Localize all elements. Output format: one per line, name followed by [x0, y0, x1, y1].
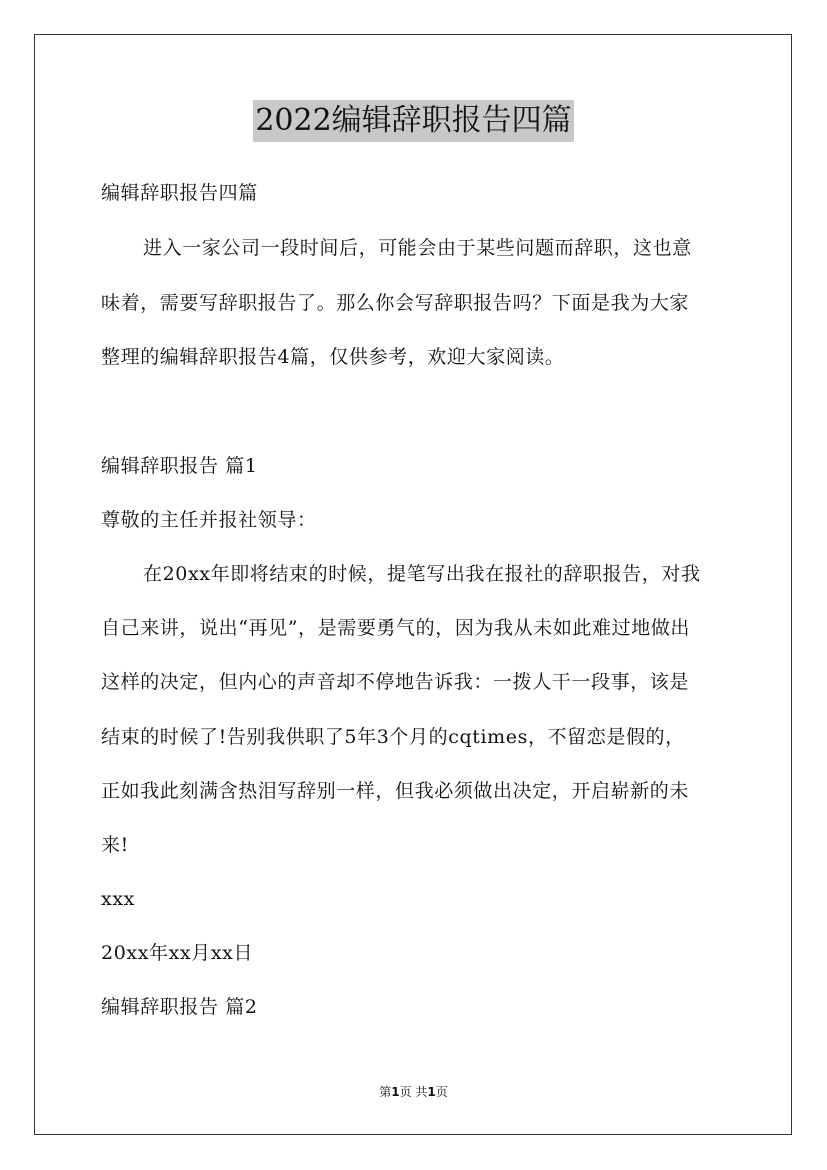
body-line-6: 来!	[101, 834, 129, 856]
salutation: 尊敬的主任并报社领导：	[101, 509, 317, 531]
footer-total-pages: 1	[427, 1085, 436, 1099]
signature-date: 20xx年xx月xx日	[101, 942, 254, 964]
body-line-3: 这样的决定，但内心的声音却不停地告诉我：一拨人干一段事，该是	[101, 671, 690, 693]
footer-current-page: 1	[391, 1085, 400, 1099]
document-title: 2022编辑辞职报告四篇	[253, 100, 573, 142]
title-container	[0, 100, 827, 142]
body-line-2: 自己来讲，说出“再见”，是需要勇气的，因为我从未如此难过地做出	[101, 617, 691, 639]
intro-line-1: 进入一家公司一段时间后，可能会由于某些问题而辞职，这也意	[143, 237, 692, 259]
subtitle-line: 编辑辞职报告四篇	[101, 182, 258, 204]
body-line-5: 正如我此刻满含热泪写辞别一样，但我必须做出决定，开启崭新的未	[101, 780, 690, 802]
intro-line-2: 味着，需要写辞职报告了。那么你会写辞职报告吗？下面是我为大家	[101, 292, 690, 314]
footer-prefix: 第	[379, 1085, 392, 1099]
footer-middle: 页 共	[399, 1085, 428, 1099]
body-line-1: 在20xx年即将结束的时候，提笔写出我在报社的辞职报告，对我	[143, 563, 701, 585]
section-heading-2: 编辑辞职报告 篇2	[101, 996, 258, 1018]
signature-name: xxx	[101, 888, 135, 910]
section-heading-1: 编辑辞职报告 篇1	[101, 455, 258, 477]
footer-suffix: 页	[435, 1085, 448, 1099]
body-line-4: 结束的时候了!告别我供职了5年3个月的cqtimes，不留恋是假的，	[101, 726, 685, 748]
page-footer	[0, 1084, 827, 1100]
intro-line-3: 整理的编辑辞职报告4篇，仅供参考，欢迎大家阅读。	[101, 346, 565, 368]
